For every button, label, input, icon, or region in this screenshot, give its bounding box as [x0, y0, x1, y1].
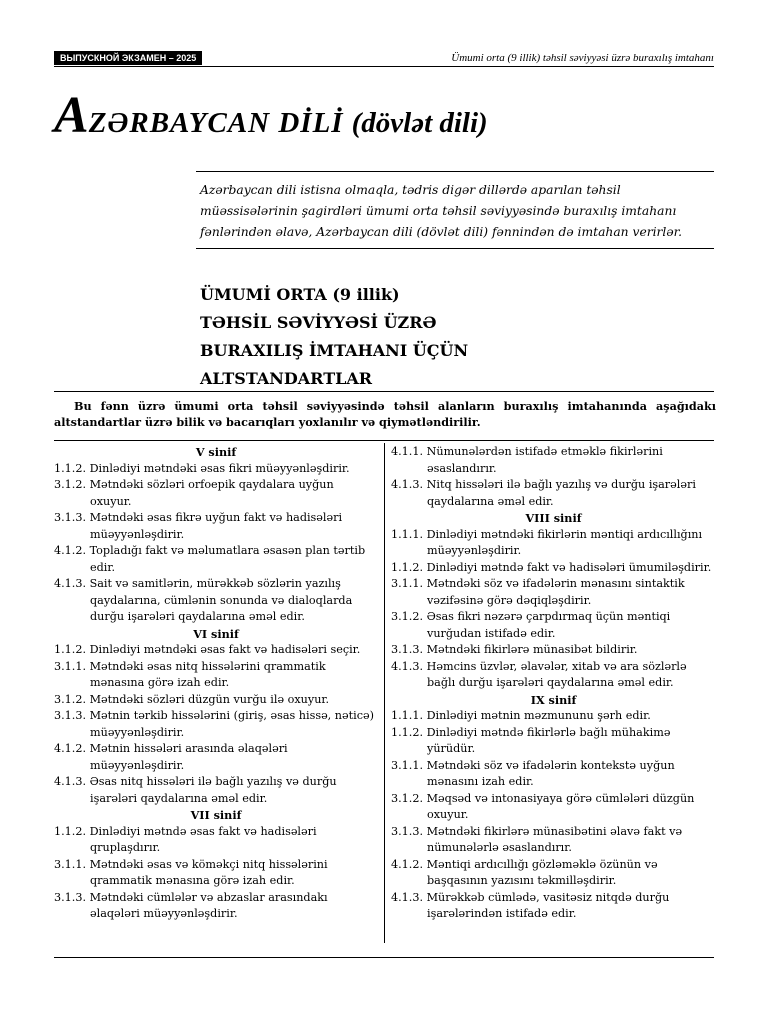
- lead-top-rule: [54, 391, 714, 392]
- standard-item: 1.1.2. Dinlədiyi mətndəki əsas fakt və hadisələri seçir.: [54, 643, 361, 656]
- intro-top-rule: [196, 171, 714, 172]
- standard-item: 1.1.2. Dinlədiyi mətndə fakt və hadisələri ümumiləşdirir.: [391, 560, 712, 574]
- standard-item: 4.1.2. Məntiqi ardıcıllığı gözləməklə özünün və başqasının yazısını təkmilləşdirir.: [391, 857, 658, 887]
- exam-badge: ВЫПУСКНОЙ ЭКЗАМЕН – 2025: [54, 51, 202, 65]
- standard-item: 1.1.2. Dinlədiyi mətndə əsas fakt və hadisələri qruplaşdırır.: [54, 824, 317, 854]
- title-initial: A: [54, 87, 89, 144]
- standard-item: 4.1.2. Topladığı fakt və məlumatlara əsasən plan tərtib edir.: [54, 544, 366, 574]
- intro-bottom-rule: [196, 248, 714, 249]
- title-main: ZƏRBAYCAN DİLİ: [88, 107, 344, 139]
- standard-item: 3.1.3. Mətnin tərkib hissələrini (giriş, əsas hissə, nəticə) müəyyənləşdirir.: [54, 709, 374, 739]
- left-column: [54, 444, 378, 923]
- standard-item: 3.1.3. Mətndəki fikirlərə münasibət bildirir.: [391, 643, 638, 656]
- standard-item: 4.1.3. Sait və samitlərin, mürəkkəb sözlərin yazılış qaydalarına, cümlənin sonunda və dialoqlarda durğu işarələri qaydalarına əməl edir.: [54, 577, 353, 623]
- standard-item: 3.1.3. Mətndəki cümlələr və abzaslar arasındakı əlaqələri müəyyənləşdirir.: [54, 890, 328, 920]
- intro-text: Azərbaycan dili istisna olmaqla, tədris digər dillərdə aparılan təhsil müəssisələrinin şagirdləri ümumi orta təhsil səviyyəsində buraxılış imtahanı fənlərindən əlavə, Azərbaycan dili (dövlət dili) fənnindən də imtahan verirlər.: [200, 183, 683, 239]
- title-parenthetical: (dövlət dili): [351, 107, 488, 139]
- standard-item: 1.1.2. Dinlədiyi mətndə fikirlərlə bağlı mühakimə yürüdür.: [391, 725, 671, 755]
- standard-item: 4.1.3. Əsas nitq hissələri ilə bağlı yazılış və durğu işarələri qaydalarına əməl edir.: [54, 775, 337, 805]
- standard-item: 1.1.1. Dinlədiyi mətndəki fikirlərin məntiqi ardıcıllığını müəyyənləşdirir.: [391, 527, 703, 557]
- running-header: [54, 51, 714, 67]
- grade-heading: VIII sinif: [525, 511, 582, 525]
- standard-item: 3.1.1. Mətndəki söz və ifadələrin mənasını sintaktik vəzifəsinə görə dəqiqləşdirir.: [391, 577, 685, 607]
- heading-line: ÜMUMİ ORTA (9 illik): [200, 285, 400, 304]
- standard-item: 4.1.3. Mürəkkəb cümlədə, vasitəsiz nitqdə durğu işarələrindən istifadə edir.: [391, 890, 670, 920]
- columns-top-rule: [54, 440, 714, 441]
- standard-item: 3.1.2. Mətndəki sözləri düzgün vurğu ilə oxuyur.: [54, 692, 330, 706]
- header-caption: Ümumi orta (9 illik) təhsil səviyyəsi üzrə buraxılış imtahanı: [451, 52, 714, 64]
- column-divider: [384, 443, 385, 943]
- lead-paragraph: Bu fənn üzrə ümumi orta təhsil səviyyəsində təhsil alanların buraxılış imtahanında aşağıdakı altstandartlar üzrə bilik və bacarıqları yoxlanılır və qiymətləndirilir.: [54, 399, 716, 429]
- standard-item: 3.1.1. Mətndəki söz və ifadələrin kontekstə uyğun mənasını izah edir.: [391, 758, 675, 788]
- heading-line: BURAXILIŞ İMTAHANI ÜÇÜN: [200, 341, 469, 360]
- grade-heading: IX sinif: [530, 692, 577, 707]
- right-column: [391, 444, 716, 923]
- grade-heading: VII sinif: [190, 808, 242, 822]
- grade-heading: VI sinif: [193, 626, 239, 641]
- grade-heading: V sinif: [195, 445, 237, 459]
- standard-item: 3.1.2. Əsas fikri nəzərə çarpdırmaq üçün məntiqi vurğudan istifadə edir.: [391, 610, 671, 640]
- standard-item: 3.1.3. Mətndəki əsas fikrə uyğun fakt və hadisələri müəyyənləşdirir.: [54, 511, 343, 541]
- bottom-rule: [54, 957, 714, 958]
- standard-item: 3.1.3. Mətndəki fikirlərə münasibətini əlavə fakt və nümunələrlə əsaslandırır.: [391, 824, 683, 854]
- standard-item: 1.1.2. Dinlədiyi mətndəki əsas fikri müəyyənləşdirir.: [54, 461, 350, 475]
- standard-item: 3.1.2. Məqsəd və intonasiyaya görə cümlələri düzgün oxuyur.: [391, 791, 695, 821]
- page-title: [54, 86, 714, 146]
- standard-item: 4.1.3. Nitq hissələri ilə bağlı yazılış və durğu işarələri qaydalarına əməl edir.: [391, 478, 696, 508]
- section-heading: [200, 281, 600, 393]
- standard-item: 4.1.1. Nümunələrdən istifadə etməklə fikirlərini əsaslandırır.: [391, 445, 663, 475]
- standard-item: 1.1.1. Dinlədiyi mətnin məzmununu şərh edir.: [391, 709, 651, 722]
- heading-line: ALTSTANDARTLAR: [200, 369, 373, 388]
- standard-item: 4.1.3. Həmcins üzvlər, əlavələr, xitab və ara sözlərlə bağlı durğu işarələri qaydalarına əməl edir.: [391, 659, 687, 689]
- standard-item: 3.1.1. Mətndəki əsas və köməkçi nitq hissələrini qrammatik mənasına görə izah edir.: [54, 857, 328, 887]
- standard-item: 3.1.1. Mətndəki əsas nitq hissələrini qrammatik mənasına görə izah edir.: [54, 659, 326, 689]
- heading-line: TƏHSİL SƏVİYYƏSİ ÜZRƏ: [200, 313, 437, 332]
- standard-item: 4.1.2. Mətnin hissələri arasında əlaqələri müəyyənləşdirir.: [54, 742, 288, 772]
- standard-item: 3.1.2. Mətndəki sözləri orfoepik qaydalara uyğun oxuyur.: [54, 478, 334, 508]
